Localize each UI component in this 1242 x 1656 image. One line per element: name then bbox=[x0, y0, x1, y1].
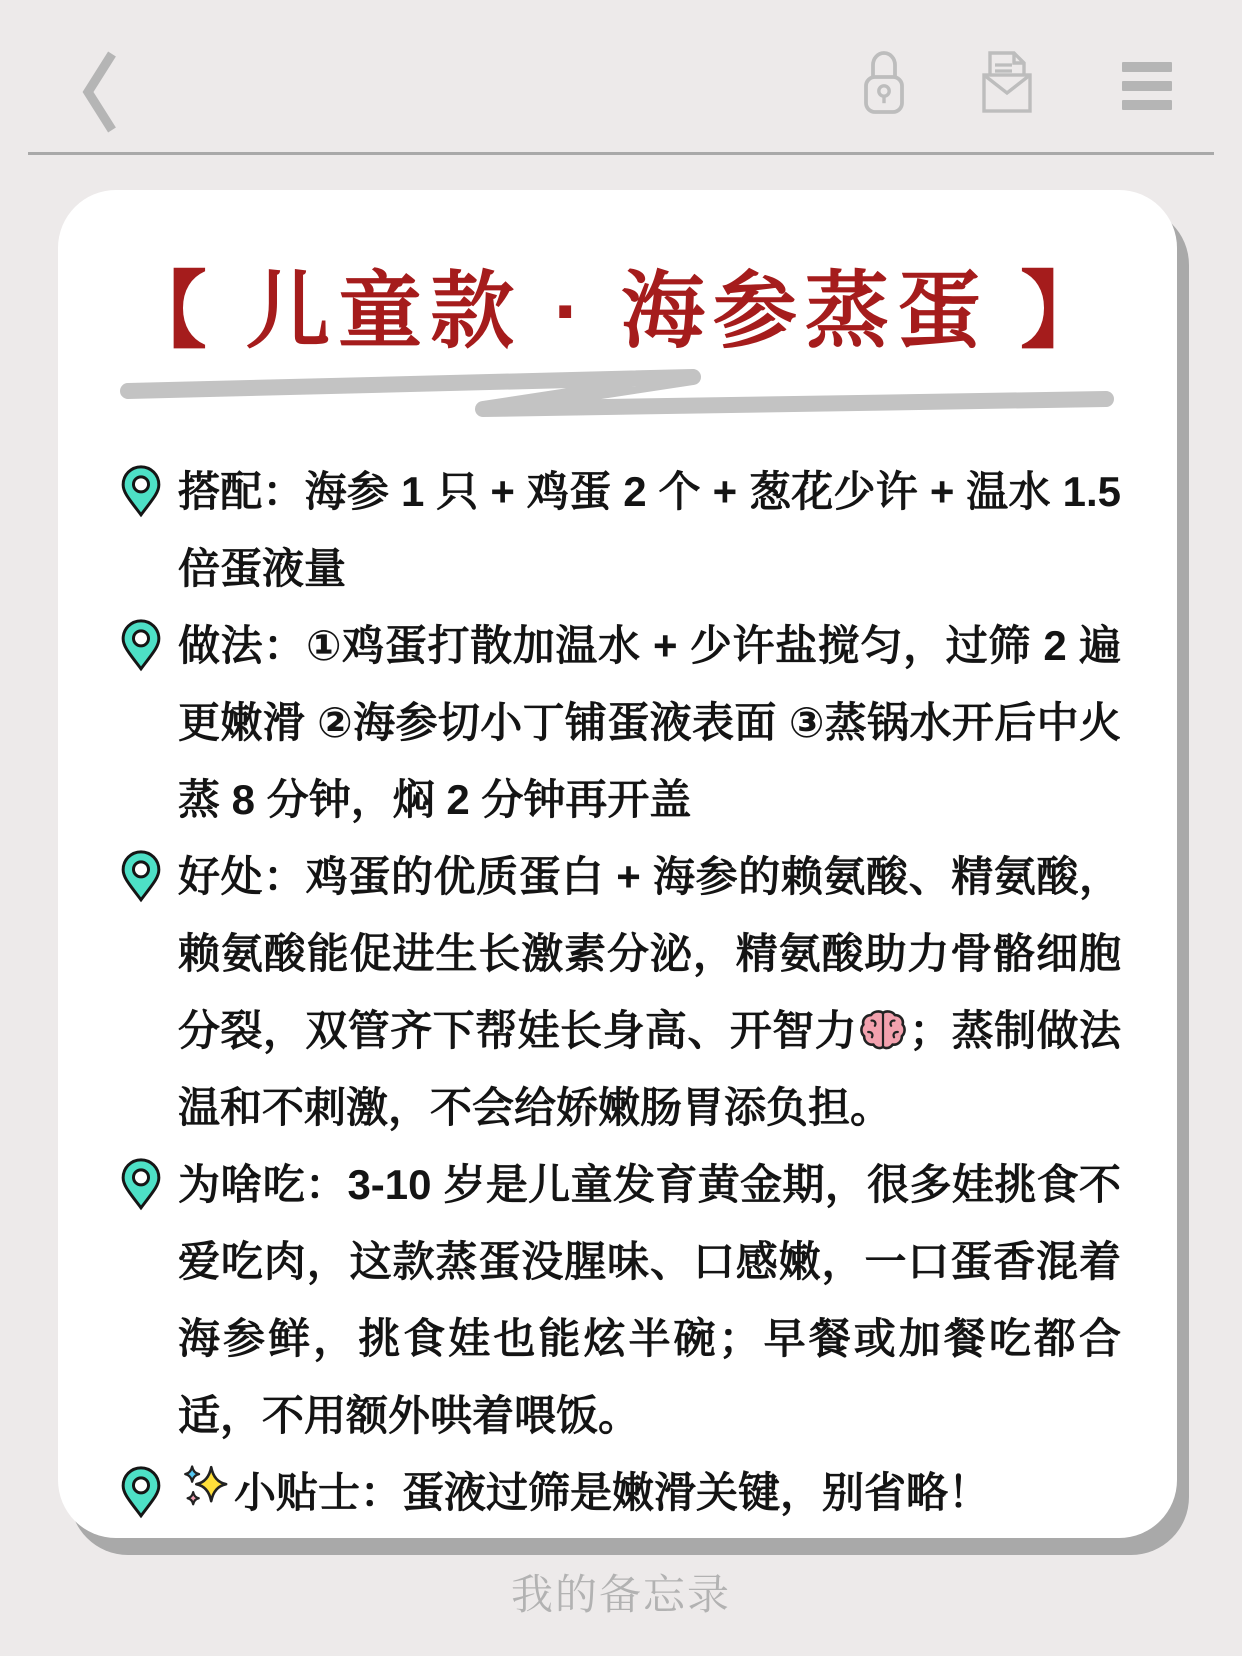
item-text: 为啥吃：3-10 岁是儿童发育黄金期，很多娃挑食不爱吃肉，这款蒸蛋没腥味、口感嫩，一口蛋香混着海参鲜，挑食娃也能炫半碗；早餐或加餐吃都合适，不用额外哄着喂饭。 bbox=[178, 1161, 1121, 1439]
item-text-part: 好处：鸡蛋的优质蛋白 + 海参的赖氨酸、精氨酸，赖氨酸能促进生长激素分泌，精氨酸助力骨骼细胞分裂，双管齐下帮娃长身高、开智力 bbox=[178, 853, 1121, 1054]
menu-bar bbox=[1122, 81, 1172, 91]
app-watermark: 我的备忘录 bbox=[510, 1571, 731, 1618]
list-item bbox=[120, 607, 1121, 838]
list-item bbox=[120, 453, 1121, 607]
item-text: 搭配：海参 1 只 + 鸡蛋 2 个 + 葱花少许 + 温水 1.5 倍蛋液量 bbox=[178, 468, 1121, 592]
toolbar-divider bbox=[28, 152, 1214, 155]
location-pin-icon bbox=[120, 1465, 162, 1519]
location-pin-icon bbox=[120, 849, 162, 903]
item-text bbox=[178, 838, 1121, 1146]
top-toolbar bbox=[0, 0, 1242, 153]
item-text: 做法：①鸡蛋打散加温水 + 少许盐搅匀，过筛 2 遍更嫩滑 ②海参切小丁铺蛋液表面 ③蒸锅水开后中火蒸 8 分钟，焖 2 分钟再开盖 bbox=[178, 622, 1121, 823]
list-item bbox=[120, 838, 1121, 1146]
marker-scribble-underline bbox=[118, 369, 1118, 427]
lock-icon[interactable] bbox=[858, 46, 910, 118]
note-card bbox=[58, 190, 1177, 1538]
note-title: 【 儿童款 · 海参蒸蛋 】 bbox=[122, 264, 1113, 358]
list-item bbox=[120, 1146, 1121, 1454]
back-chevron-icon[interactable] bbox=[78, 48, 122, 136]
item-text-part: 小贴士：蛋液过筛是嫩滑关键，别省略！ bbox=[234, 1469, 991, 1516]
location-pin-icon bbox=[120, 1157, 162, 1211]
item-text-part: ；蒸制做法温和不刺激，不会给娇嫩肠胃添负担。 bbox=[178, 1007, 1121, 1131]
sparkles-icon bbox=[180, 1462, 232, 1514]
location-pin-icon bbox=[120, 618, 162, 672]
item-text bbox=[178, 1454, 1121, 1531]
menu-bar bbox=[1122, 100, 1172, 110]
hamburger-menu-icon[interactable] bbox=[1122, 62, 1172, 110]
note-body bbox=[58, 427, 1177, 1531]
location-pin-icon bbox=[120, 464, 162, 518]
share-note-icon[interactable] bbox=[976, 46, 1038, 118]
menu-bar bbox=[1122, 62, 1172, 72]
brain-icon bbox=[859, 1008, 907, 1052]
list-item bbox=[120, 1454, 1121, 1531]
